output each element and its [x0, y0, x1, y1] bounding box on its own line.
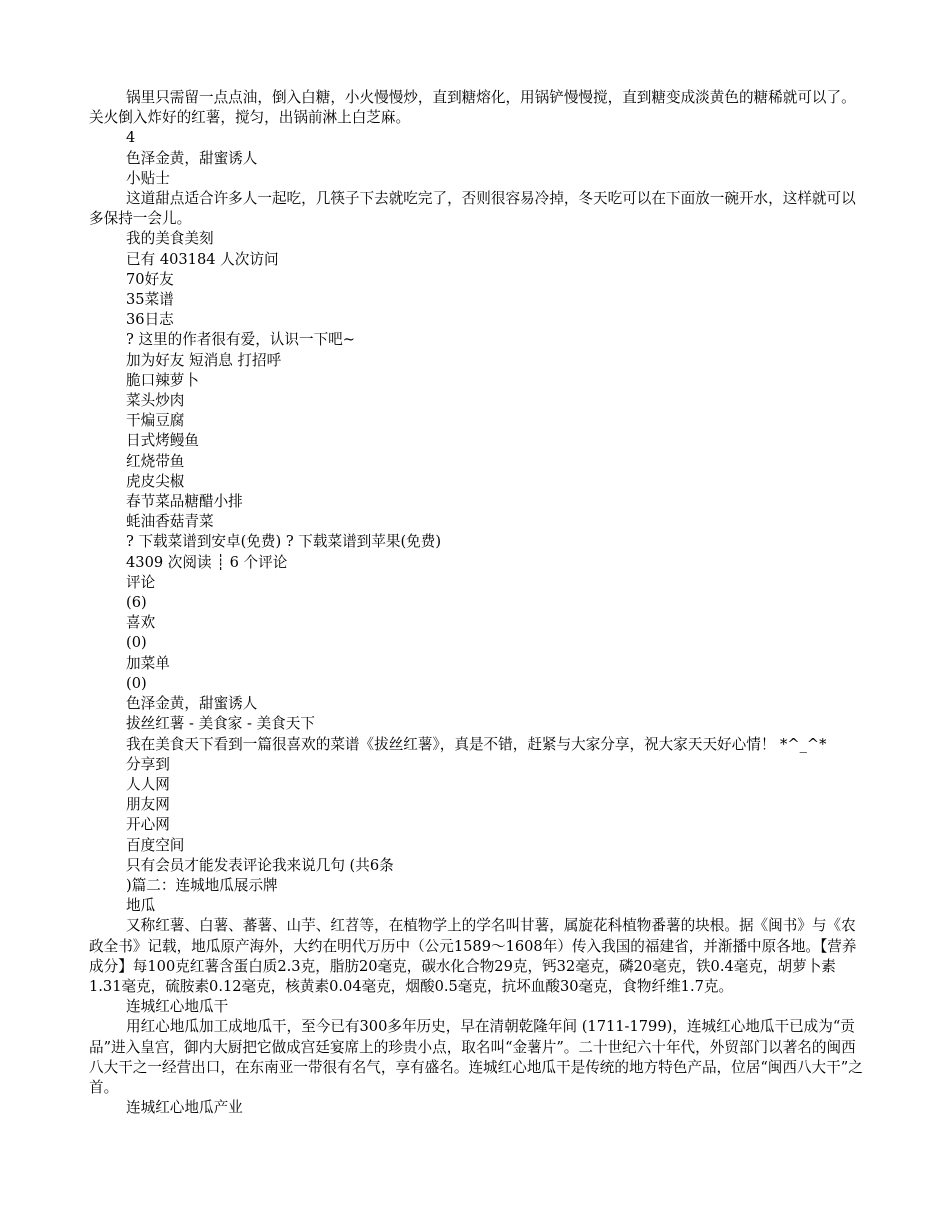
recipe-link[interactable]: 干煸豆腐 [126, 412, 185, 430]
comment-notice: 只有会员才能发表评论我来说几句 (共6条 [126, 856, 394, 874]
section-heading: )篇二：连城地瓜展示牌 [126, 876, 278, 894]
author-section-title: 我的美食美刻 [126, 230, 214, 248]
share-link-baidu[interactable]: 百度空间 [126, 836, 185, 854]
subheading: 地瓜 [126, 897, 156, 915]
paragraph: 锅里只需留一点点油，倒入白糖，小火慢慢炒，直到糖熔化，用锅铲慢慢搅，直到糖变成淡黄色的糖稀就可以了。关火倒入炸好的红薯，搅匀，出锅前淋上白芝麻。 [89, 89, 856, 127]
subheading: 连城红心地瓜干 [126, 998, 229, 1016]
author-actions[interactable]: 加为好友 短消息 打招呼 [126, 351, 282, 369]
share-title: 拔丝红薯 - 美食家 - 美食天下 [126, 715, 315, 733]
author-intro: ? 这里的作者很有爱，认识一下吧~ [126, 331, 356, 349]
recipes-link[interactable]: 35菜谱 [126, 291, 174, 309]
recipe-link[interactable]: 虎皮尖椒 [126, 472, 185, 490]
add-menu-count: (0) [126, 674, 147, 692]
share-link-pengyou[interactable]: 朋友网 [126, 796, 170, 814]
add-menu-label[interactable]: 加菜单 [126, 654, 170, 672]
read-stats: 4309 次阅读 ┊ 6 个评论 [126, 553, 288, 571]
paragraph: 用红心地瓜加工成地瓜干，至今已有300多年历史，早在清朝乾隆年间 (1711-1799)，连城红心地瓜干已成为“贡品”进入皇宫，御内大厨把它做成宫廷宴席上的珍贵小点，取名叫“金薯片”。二十世纪六十年代，外贸部门以著名的闽西八大干之一经营出口，在东南亚一带很有名气，享有盛名。连城红心地瓜干是传统的地方特色产品，位居“闽西八大干”之首。 [89, 1018, 863, 1096]
caption: 色泽金黄，甜蜜诱人 [126, 695, 258, 713]
recipe-link[interactable]: 脆口辣萝卜 [126, 371, 199, 389]
subheading: 连城红心地瓜产业 [126, 1099, 243, 1117]
journal-link[interactable]: 36日志 [126, 311, 174, 329]
like-label[interactable]: 喜欢 [126, 614, 156, 632]
recipe-link[interactable]: 菜头炒肉 [126, 392, 185, 410]
recipe-link[interactable]: 日式烤鳗鱼 [126, 432, 199, 450]
share-to-label: 分享到 [126, 755, 170, 773]
share-link-renren[interactable]: 人人网 [126, 775, 170, 793]
recipe-link[interactable]: 春节菜品糖醋小排 [126, 493, 243, 511]
recipe-link[interactable]: 红烧带鱼 [126, 452, 185, 470]
like-count: (0) [126, 634, 147, 652]
share-link-kaixin[interactable]: 开心网 [126, 816, 170, 834]
tips-paragraph: 这道甜点适合许多人一起吃，几筷子下去就吃完了，否则很容易冷掉，冬天吃可以在下面放一碗开水，这样就可以多保持一会儿。 [89, 190, 856, 228]
step-number: 4 [126, 129, 136, 147]
download-links[interactable]: ? 下载菜谱到安卓(免费) ? 下载菜谱到苹果(免费) [126, 533, 442, 551]
comment-count: (6) [126, 594, 147, 612]
comment-label[interactable]: 评论 [126, 573, 156, 591]
caption: 色泽金黄，甜蜜诱人 [126, 149, 258, 167]
share-message: 我在美食天下看到一篇很喜欢的菜谱《拔丝红薯》，真是不错，赶紧与大家分享，祝大家天天好心情！ *^_^* [126, 735, 827, 753]
recipe-link[interactable]: 蚝油香菇青菜 [126, 513, 214, 531]
tips-heading: 小贴士 [126, 169, 170, 187]
friends-link[interactable]: 70好友 [126, 270, 174, 288]
paragraph: 又称红薯、白薯、蕃薯、山芋、红苕等，在植物学上的学名叫甘薯，属旋花科植物番薯的块根。据《闽书》与《农政全书》记载，地瓜原产海外，大约在明代万历中（公元1589～1608年）传入我国的福建省，并渐播中原各地。【营养成分】每100克红薯含蛋白质2.3克，脂肪20毫克，碳水化合物29克，钙32毫克，磷20毫克，铁0.4毫克，胡萝卜素1.31毫克，硫胺素0.12毫克，核黄素0.04毫克，烟酸0.5毫克，抗坏血酸30毫克，食物纤维1.7克。 [89, 917, 857, 995]
visit-count: 已有 403184 人次访问 [126, 250, 279, 268]
